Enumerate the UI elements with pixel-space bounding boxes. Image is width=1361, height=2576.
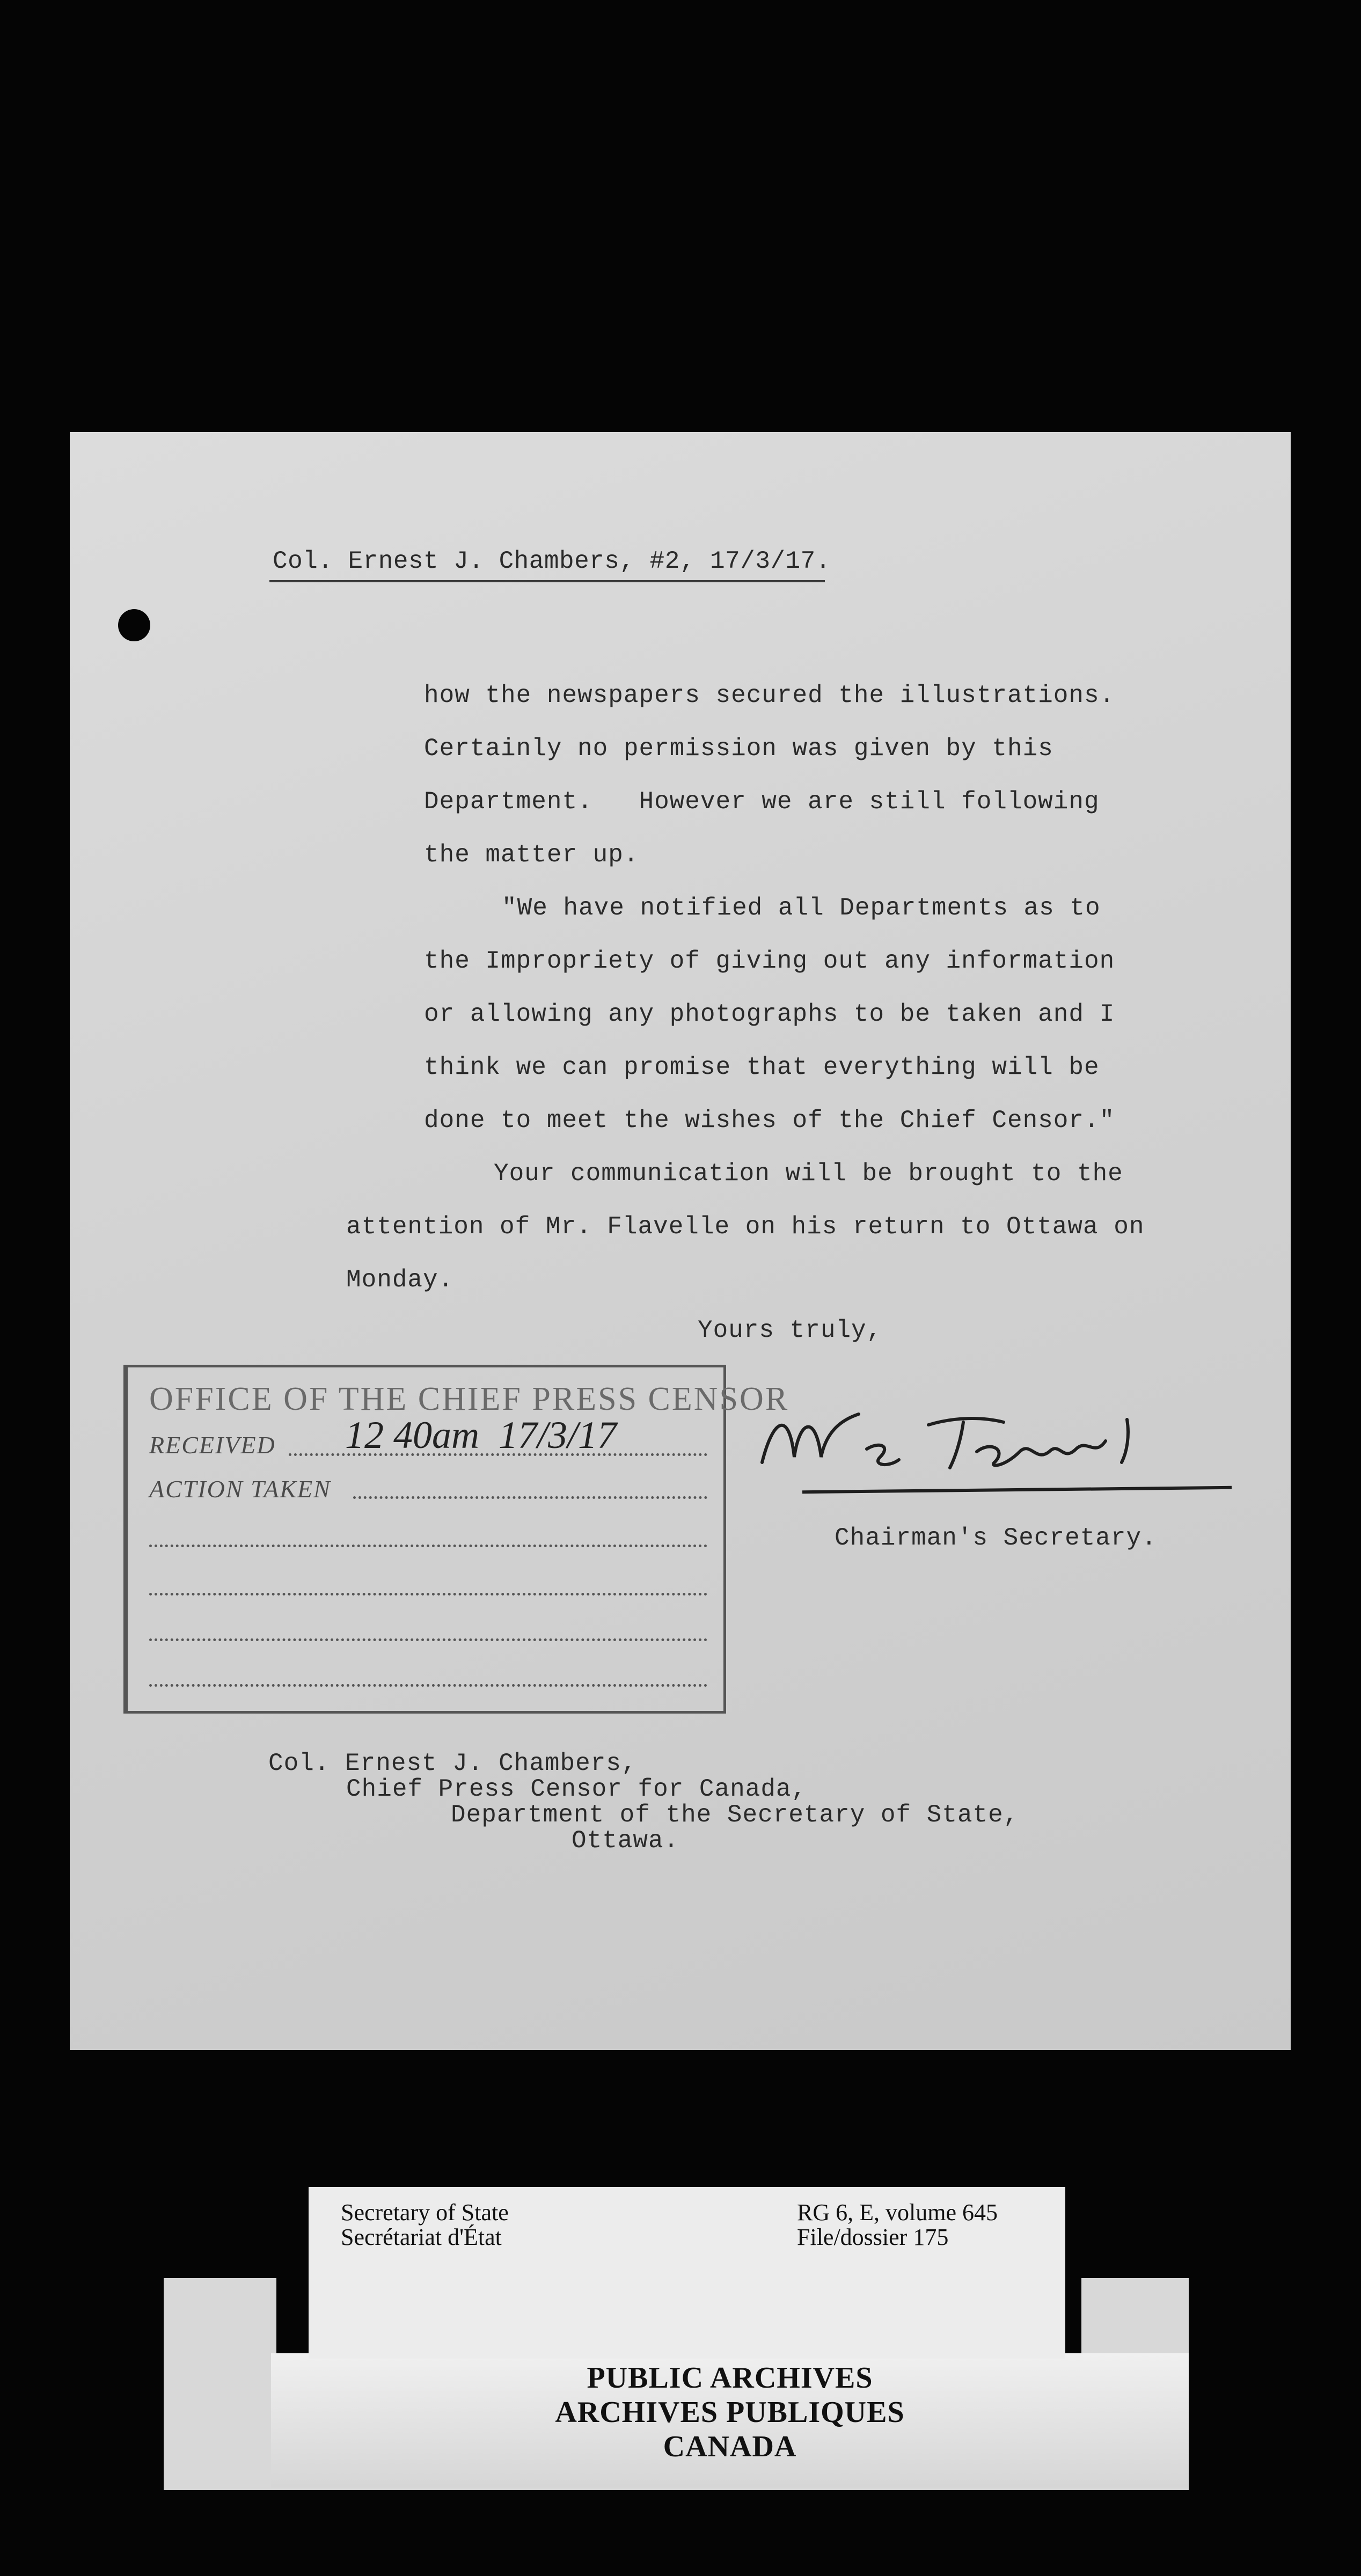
- address-line: Col. Ernest J. Chambers,: [268, 1750, 637, 1777]
- card-record-group: RG 6, E, volume 645: [797, 2199, 998, 2226]
- dotted-line: [149, 1593, 707, 1596]
- address-line: Chief Press Censor for Canada,: [346, 1775, 807, 1803]
- letter-page: [70, 432, 1291, 2050]
- body-line: "We have notified all Departments as to: [502, 894, 1101, 922]
- archive-stamp-line: ARCHIVES PUBLIQUES: [555, 2396, 905, 2429]
- signature-line: [802, 1486, 1232, 1494]
- closing: Yours truly,: [698, 1316, 882, 1344]
- card-file-number: File/dossier 175: [797, 2224, 949, 2250]
- archive-stamp-line: PUBLIC ARCHIVES: [587, 2361, 873, 2395]
- stamp-received-label: RECEIVED: [149, 1431, 276, 1459]
- body-line: Monday.: [346, 1266, 454, 1294]
- dotted-line: [149, 1684, 707, 1687]
- address-line: Department of the Secretary of State,: [451, 1801, 1019, 1829]
- body-line: the Impropriety of giving out any information: [424, 947, 1115, 975]
- body-line: think we can promise that everything will be: [424, 1053, 1100, 1081]
- archive-stamp: [271, 2353, 1189, 2487]
- dotted-line: [149, 1545, 707, 1547]
- body-line: Certainly no permission was given by this: [424, 735, 1053, 763]
- punch-hole: [118, 609, 150, 641]
- dotted-line: [353, 1496, 707, 1499]
- body-line: or allowing any photographs to be taken and I: [424, 1000, 1115, 1028]
- stamp-action-label: ACTION TAKEN: [149, 1475, 331, 1503]
- letter-header: Col. Ernest J. Chambers, #2, 17/3/17.: [273, 547, 831, 575]
- signature-title: Chairman's Secretary.: [835, 1524, 1157, 1552]
- body-line: Department. However we are still following: [424, 788, 1100, 816]
- body-line: how the newspapers secured the illustrations.: [424, 682, 1115, 709]
- received-stamp: [123, 1365, 789, 1714]
- signature: [751, 1398, 1154, 1484]
- body-line: the matter up.: [424, 841, 639, 869]
- dotted-line: [149, 1638, 707, 1641]
- archive-stamp-line: CANADA: [663, 2430, 797, 2463]
- card-department-en: Secretary of State: [341, 2199, 509, 2226]
- stamp-received-value: 12 40am 17/3/17: [345, 1414, 617, 1457]
- stamp-title: OFFICE OF THE CHIEF PRESS CENSOR: [149, 1381, 789, 1417]
- body-line: Your communication will be brought to the: [494, 1160, 1123, 1188]
- archive-reference-card: [309, 2187, 1065, 2359]
- body-line: attention of Mr. Flavelle on his return to Ottawa on: [346, 1213, 1145, 1241]
- card-department-fr: Secrétariat d'État: [341, 2224, 502, 2250]
- body-line: done to meet the wishes of the Chief Censor.": [424, 1107, 1115, 1135]
- header-underline: [269, 580, 825, 582]
- address-line: Ottawa.: [572, 1827, 679, 1855]
